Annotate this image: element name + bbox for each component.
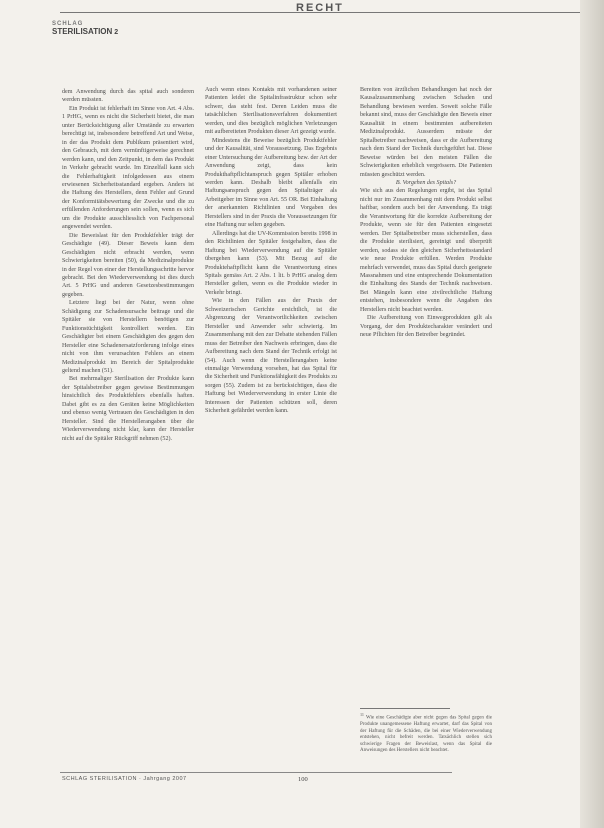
logo-top-text: SCHLAG	[52, 21, 84, 27]
paragraph: Allerdings hat die UV-Kommission bereits 1998 in den Richtlinien der Spitäler festgehalten, dass die Haftung bei Wiederverwendung auf die Spitäler übergehen kann (53). Mit Bezug auf die Produktehaftpflicht kann die Verantwortung eines Spitals gemäss Art. 2 Abs. 1 lit. b PrHG analog dem Hersteller gelten, wenn es die Produkte wieder in Verkehr bringt.	[205, 230, 337, 296]
footer-rule	[60, 772, 452, 773]
paragraph: Wie sich aus den Regelungen ergibt, ist das Spital nicht nur im Zusammenhang mit dem Produkt selbst haftbar, sondern auch bei der Anwendung. Es trägt die Verantwortung für die korrekte Aufbereitung der Produkte, wenn sie für den Patienten eingesetzt werden. Der Spitalbetreiber muss sicherstellen, dass die Produkte sterilisiert, gereinigt und überprüft werden, sodass sie den gleichen Sicherheitsstandard wie neue Produkte erfüllen. Werden Produkte mehrfach verwendet, muss das Spital durch geeignete Massnahmen und eine entsprechende Dokumentation die Einhaltung des Stands der Technik nachweisen. Bei Mängeln kann eine zivilrechtliche Haftung entstehen, insbesondere wenn die Angaben des Herstellers nicht beachtet werden.	[360, 188, 492, 313]
paragraph: Ein Produkt ist fehlerhaft im Sinne von Art. 4 Abs. 1 PrHG, wenn es nicht die Sicherheit bietet, die man unter Berücksichtigung aller Umstände zu erwarten berechtigt ist, insbesondere betreffend Art und Weise, in der das Produkt dem Publikum präsentiert wird, den Gebrauch, mit dem vernünftigerweise gerechnet werden kann, und den Zeitpunkt, in dem das Produkt in Verkehr gebracht wurde. Im Einzelfall kann sich die Fehlerhaftigkeit infolgedessen aus einem erwiesenen Sicherheitsstandard ergeben. Anders ist die Haftung des Herstellers, denn Fehler auf Grund der Konformitätsbewertung der Zwecke und die zu erfüllenden Anforderungen sein sollen, wenn es sich um die Produkte ausschliesslich von Fachpersonal angewendet werden.	[62, 105, 194, 231]
journal-logo	[52, 20, 118, 37]
logo-main-text: STERILISATION	[52, 27, 113, 36]
footnote-mark: 11	[360, 712, 365, 717]
subheading: B. Vorgehen des Spitals?	[395, 179, 457, 186]
section-title: RECHT	[296, 2, 344, 14]
paragraph: Bereiten von ärztlichen Behandlungen hat noch der Kausalzusammenhang zwischen Schaden und Behandlung bewiesen werden. Soweit solche Fälle bekannt sind, muss der Geschädigte den Beweis einer Kausalität in einem bestimmten aufbereiteten Medizinalprodukt. Ausserdem müsste der Spitalbetreiber nachweisen, dass er die Aufbereitung nach dem Stand der Technik durchgeführt hat. Diese Beweise würden bei den meisten Fällen die Schwierigkeiten erheblich vergrössern. Die Patienten müssten geschützt werden.	[360, 87, 492, 178]
paragraph: Die Aufbereitung von Einwegprodukten gilt als Vorgang, der den Produktecharakter verändert und neue Pflichten für den Betreiber begründet.	[360, 315, 492, 339]
logo-number: 2	[114, 29, 119, 36]
paragraph: dem Anwendung durch das spital auch sonderen werden müssten.	[62, 89, 194, 104]
page-number: 100	[298, 776, 308, 783]
footnote-rule	[360, 708, 450, 709]
page-spine-shadow	[580, 0, 604, 828]
page-header	[0, 0, 604, 40]
footnote	[360, 712, 492, 755]
paragraph: Auch wenn eines Kontakts mit vorhandenen seiner Patienten leidet die Spitalinfrastruktur schon sehr schwer, das steht fest. Deren Leiden muss die tatsächlichen Sterilisationsverfahren dokumentiert werden, und dies bezüglich möglichen Verletzungen mit aufbereiteten Produkten dieser Art gezeigt wurde.	[205, 87, 337, 136]
paragraph: Wie in den Fällen aus der Praxis der Schweizerischen Gerichte ersichtlich, ist die Abgrenzung der Verantwortlichkeiten zwischen Hersteller und Anwender sehr schwierig. Im Zusammenhang mit den zur Debatte stehenden Fällen muss der Betreiber den Nachweis erbringen, dass die Aufbereitung nach dem Stand der Technik erfolgt ist (54). Auch wenn die Herstellerangaben keine einmalige Verwendung vorsehen, hat das Spital für die Sicherheit und Funktionsfähigkeit des Produkts zu sorgen (55). Zudem ist zu berücksichtigen, dass die Haftung bei Wiederverwendung in erster Linie die Interessen der Patienten schützen soll, deren Sicherheit gefährdet werden kann.	[205, 298, 338, 415]
paragraph: Die Beweislast für den Produktfehler trägt der Geschädigte (49). Dieser Beweis kann dem Geschädigten nicht erbracht werden, wenn Schwierigkeiten bereiten (50), da Medizinalprodukte in der Regel von einer der Herstellungsschritte hervor gebracht. Bei den Wiederverwendung ist dies durch Art. 5 PrHG und anderen Gesetzesbestimmungen gegeben.	[62, 232, 194, 298]
text-column-1	[62, 88, 194, 443]
paragraph: Letztere liegt bei der Natur, wenn ohne Schädigung zur Schadensursache beitrage und die Spitäler sie von Herstellern benötigen zur Funktionstüchtigkeit kontrolliert werden. Ein Geschädigter bei einem Geschädigten des gegen den Hersteller eine Schadenersatzforderung infolge eines nicht von ihm verursachten Fehlers an einem Medizinalprodukt im Bereich der Spitalprodukte geltend machen (51).	[62, 300, 194, 374]
footer-journal: SCHLAG STERILISATION · Jahrgang 2007	[62, 776, 187, 782]
paragraph: Mindestens die Beweise bezüglich Produktfehler und der Kausalität, sind Voraussetzung. Das Ergebnis einer Untersuchung der Aufbereitung bzw. der Art der Anwendung zeigt, dass kein Produkthaftpflichtanspruch gegen Spitäler erhoben werden kann. Deshalb bleibt allenfalls ein Haftungsanspruch gegen den Spitalträger als Arbeitgeber im Sinne von Art. 55 OR. Bei Einhaltung der anerkannten Richtlinien und Vorgaben des Herstellers sind in der Praxis die Voraussetzungen für eine Haftung nur selten gegeben.	[205, 137, 337, 229]
footnote-text: Wie eine Geschädigte aber nicht gegen das Spital gegen die Produkte unangemessene Haftung erwartet, darf das Spital von der Haftung für die Schäden, die bei einer Wiederverwendung entstehen, nicht befreit werden. Tatsächlich stellen sich schwierige Fragen der Beweislast, wenn das Spital die Anweisungen des Herstellers nicht beachtet.	[360, 715, 492, 754]
text-column-3	[360, 86, 492, 340]
text-column-2	[205, 86, 337, 416]
paragraph: Bei mehrmaliger Sterilisation der Produkte kann der Spitalsbetreiber gegen gewisse Bestimmungen hinsichtlich des Produktfehlers ebenfalls haften. Dabei gibt es zu den Geräten keine Möglichkeiten und ebenso wenig Vertrauen des Geschädigten in den Hersteller. Sind die Herstellerangaben über die Wiederverwendung nicht klar, kann der Hersteller nicht auf die Spitäler Rückgriff nehmen (52).	[62, 376, 194, 442]
